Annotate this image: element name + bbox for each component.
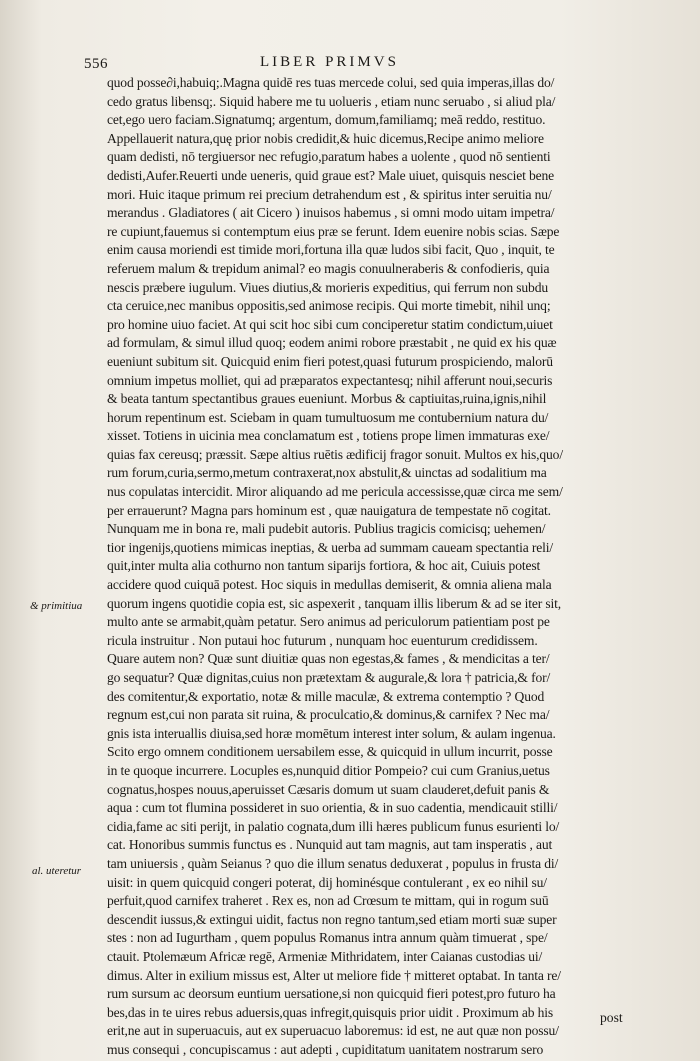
- text-line: descendit iussus,& extingui uidit, factus non regno tantum,sed etiam morti suæ super: [107, 911, 557, 927]
- text-line: xisset. Totiens in uicinia mea conclamatum est , totiens prope limen immaturas exe/: [107, 428, 550, 444]
- text-line: Appellauerit natura,quę prior nobis credidit,& huic dicemus,Recipe animo meliore: [107, 130, 544, 146]
- text-line: re cupiunt,fauemus si contemptum eius præ se ferunt. Idem euenire nobis scias. Sæpe: [107, 223, 560, 239]
- text-line: cta ceruice,nec manibus oppositis,sed animose recipis. Qui morte timebit, nihil unq;: [107, 298, 551, 314]
- text-line: enim causa moriendi est timide mori,fortuna illa quæ ludos sibi facit, Quo , inquit, te: [107, 242, 555, 258]
- text-line: regnum est,cui non parata sit ruina, & proculcatio,& dominus,& carnifex ? Nec ma/: [107, 707, 550, 723]
- text-line: stes : non ad Iugurtham , quem populus Romanus intra annum quàm timuerat , spe/: [107, 930, 548, 946]
- text-line: nescis præbere iugulum. Viues diutius,& morieris expeditius, qui ferrum non subdu: [107, 279, 548, 295]
- text-line: quam dedisti, nō tergiuersor nec refugio,paratum habes a uolente , quod nō sentienti: [107, 149, 551, 165]
- text-line: perfuit,quod carnifex traheret . Rex es, non ad Crœsum te mittam, qui in rogum suū: [107, 893, 549, 909]
- text-line: pro homine uiuo faciet. At qui scit hoc sibi cum conciperetur statim condictum,uiuet: [107, 316, 553, 332]
- text-line: nus copulatas intercidit. Miror aliquando ad me pericula accessisse,quæ circa me sem/: [107, 484, 563, 500]
- text-line: quorum ingens quotidie copia est, sic aspexerit , tanquam illis liberum & ad se iter sit,: [107, 595, 562, 611]
- text-line: bes,das in te uires rebus aduersis,quas infregit,quisquis prior uidit . Proximum ab his: [107, 1004, 554, 1020]
- text-line: horum repentinum est. Sciebam in quam tumultuosum me contubernium natura du/: [107, 409, 549, 425]
- text-line: multo ante se armabit,quàm petatur. Sero animus ad periculorum patientiam post pe: [107, 614, 550, 630]
- text-line: cognatus,hospes nouus,aperuisset Cæsaris domum ut suam clauderet,defuit panis &: [107, 781, 550, 797]
- text-line: cedo gratus libensq;. Siquid habere me tu uolueris , etiam nunc seruabo , si aliud pla/: [107, 93, 556, 109]
- text-line: cidia,fame ac siti perijt, in palatio cognata,dum illi hæres publicum funus esurienti lo/: [107, 818, 560, 834]
- text-line: mori. Huic itaque primum rei precium detrahendum est , & spiritus inter seruitia nu/: [107, 186, 552, 202]
- text-line: omnium impetus molliet, qui ad præparatos expectantesq; nihil afferunt noui,securis: [107, 372, 553, 388]
- text-line: quit,inter multa alia cothurno non tantum siparijs fortiora, & hoc ait, Cuiuis potest: [107, 558, 541, 574]
- text-line: des comitentur,& exportatio, notæ & mille maculæ, & extrema contemptio ? Quod: [107, 688, 545, 704]
- text-line: in te quoque incurrere. Locuples es,nunquid ditior Pompeio? cui cum Granius,uetus: [107, 762, 550, 778]
- text-line: ad formulam, & simul illud quoq; eodem animi robore præstabit , ne quid ex his quæ: [107, 335, 557, 351]
- text-line: quias fax cereusq; præssit. Sæpe altius ruētis ædificij fragor sonuit. Multos ex his,quo/: [107, 446, 563, 462]
- text-line: rum forum,curia,sermo,metum contraxerat,nox abstulit,& uinctas ad sodalitium ma: [107, 465, 547, 481]
- text-line: ctauit. Ptolemæum Africæ regē, Armeniæ Mithridatem, inter Caianas custodias ui/: [107, 948, 543, 964]
- catchword: post: [600, 1010, 623, 1025]
- page-header: [70, 52, 650, 76]
- text-line: cat. Honoribus summis functus es . Nunquid aut tam magnis, aut tam insperatis , aut: [107, 837, 553, 853]
- marginal-note: & primitiua: [30, 600, 83, 612]
- text-line: eueniunt subitum sit. Quicquid enim fieri potest,quasi futurum prospiciendo, malorū: [107, 353, 553, 369]
- text-line: cet,ego uero faciam.Signatumq; argentum, domum,familiamq; meā reddo, restituo.: [107, 112, 546, 128]
- text-line: gnis ista interuallis diuisa,sed horæ momētum interest inter solum, & aulam ingenua.: [107, 725, 556, 741]
- text-line: mus consequi , concupiscamus : aut adepti , cupiditatum uanitatem nostrarum sero: [107, 1041, 544, 1057]
- running-head: LIBER PRIMVS: [260, 54, 399, 70]
- text-line: quod posse∂i,habuiq;.Magna quidē res tuas mercede colui, sed quia imperas,illas do/: [107, 75, 555, 90]
- text-line: & beata tantum spectantibus graues eueniunt. Morbus & captiuitas,ruina,ignis,nihil: [107, 391, 547, 407]
- text-line: dimus. Alter in exilium missus est, Alter ut meliore fide † mitteret optabat. In tanta re/: [107, 967, 561, 983]
- page-number: 556: [84, 56, 108, 72]
- text-line: rum sursum ac deorsum euntium uersatione,si non quicquid fieri potest,pro futuro ha: [107, 986, 556, 1002]
- text-line: referuem malum & trepidum animal? eo magis conuulneraberis & confodieris, quia: [107, 260, 550, 276]
- text-line: accidere quod cuiquā potest. Hoc siquis in medullas demiserit, & omnia aliena mala: [107, 577, 552, 593]
- main-text-block: [107, 74, 639, 1059]
- text-line: Quare autem non? Quæ sunt diuitiæ quas non egestas,& fames , & mendicitas a ter/: [107, 651, 550, 667]
- text-line: Nunquam me in bona re, mali pudebit autoris. Publius tragicis comicisq; uehemen/: [107, 521, 546, 537]
- text-line: per errauerunt? Magna pars hominum est , quæ nauigatura de tempestate nō cogitat.: [107, 502, 551, 518]
- text-line: erit,ne aut in superuacuis, aut ex superuacuo laboremus: id est, ne aut quæ non possu/: [107, 1023, 559, 1039]
- text-line: uisit: in quem quicquid congeri poterat, dij hominésque contulerant , ex eo nihil su/: [107, 874, 547, 890]
- marginal-note: al. uteretur: [32, 865, 82, 877]
- text-line: go sequatur? Quæ dignitas,cuius non prætextam & augurale,& lora † patricia,& for/: [107, 670, 551, 685]
- text-line: ricula instruitur . Non putaui hoc futurum , nunquam hoc euenturum credidissem.: [107, 632, 538, 648]
- text-line: dedisti,Aufer.Reuerti unde ueneris, quid graue est? Male uiuet, quisquis nesciet bene: [107, 167, 555, 183]
- text-line: aqua : cum tot flumina possideret in suo orientia, & in suo cadentia, mendicauit stilli/: [107, 800, 558, 816]
- text-line: Scito ergo omnem conditionem uersabilem esse, & quicquid in ullum incurrit, posse: [107, 744, 553, 760]
- text-line: tam uniuersis , quàm Seianus ? quo die illum senatus deduxerat , populus in frusta di/: [107, 855, 559, 871]
- text-line: merandus . Gladiatores ( ait Cicero ) inuisos habemus , si omni modo uitam impetra/: [107, 205, 555, 221]
- text-line: tior ingenijs,quotiens mimicas ineptias, & uerba ad summam caueam spectantia reli/: [107, 539, 553, 555]
